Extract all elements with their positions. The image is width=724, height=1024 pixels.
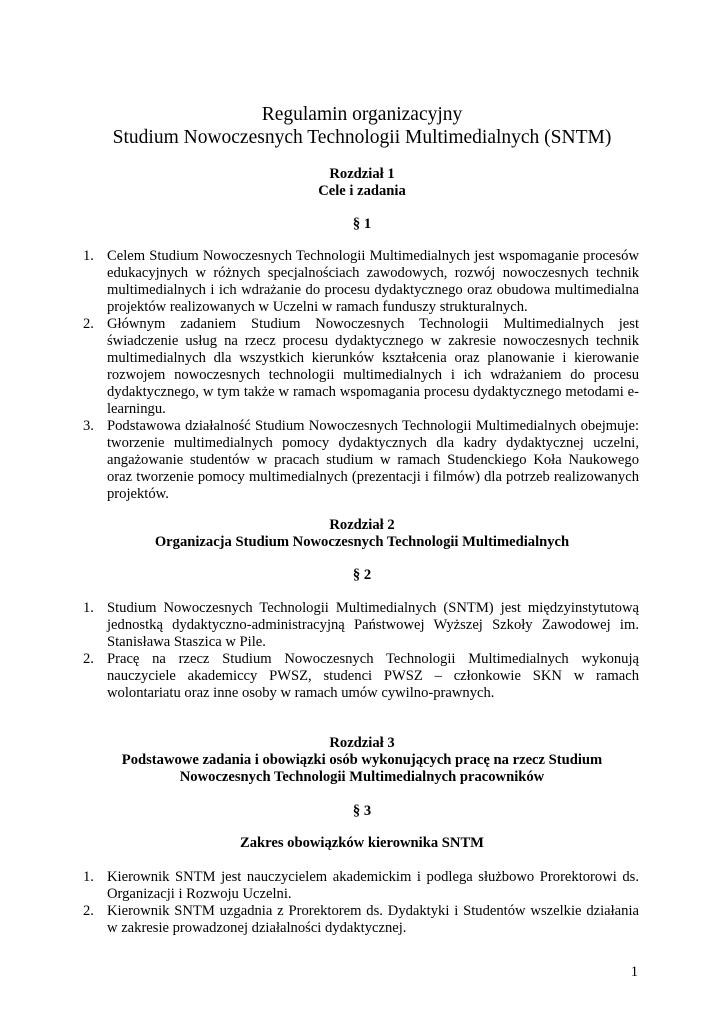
paragraph-2-label: § 2	[352, 567, 372, 583]
chapter-3-subheading-1: Podstawowe zadania i obowiązki osób wykonujących pracę na rzecz Studium	[121, 752, 603, 768]
chapter-3-heading: Rozdział 3	[329, 735, 395, 751]
document-title	[0, 103, 724, 149]
list-item-text: Podstawowa działalność Studium Nowoczesnych Technologii Multimedialnych obejmuje: tworzenie multimedialnych pomocy dydaktycznych dla kadry dydaktycznej uczelni, angażowanie studentów w pracach studium w ramach Studenckiego Koła Naukowego oraz tworzenie pomocy multimedialnych (prezentacji i filmów) dla potrzeb realizowanych projektów.	[107, 418, 639, 502]
list-item-text: Kierownik SNTM uzgadnia z Prorektorem ds. Dydaktyki i Studentów wszelkie działania w zakresie prowadzonej działalności dydaktycznej.	[107, 903, 639, 936]
list-item-number: 3.	[83, 418, 94, 434]
paragraph-2-mark	[0, 567, 724, 584]
list-item-number: 2.	[83, 903, 94, 919]
paragraph-1-label: § 1	[352, 216, 372, 232]
chapter-1-header	[0, 166, 724, 200]
list-item-number: 1.	[83, 869, 94, 885]
list-item-text: Głównym zadaniem Studium Nowoczesnych Technologii Multimedialnych jest świadczenie usług na rzecz procesu dydaktycznego w zakresie nowoczesnych technik multimedialnych dla wszystkich kierunków kształcenia oraz planowanie i kierowanie rozwojem nowoczesnych technologii multimedialnych i ich wdrażaniem do procesu dydaktycznego, w tym także w ramach wspomagania procesu dydaktycznego metodami e-learningu.	[107, 316, 639, 417]
list-item	[83, 651, 639, 702]
chapter-2-list	[83, 600, 639, 702]
list-item-text: Studium Nowoczesnych Technologii Multimedialnych (SNTM) jest międzyinstytutową jednostką dydaktyczno-administracyjną Państwowej Wyższej Szkoły Zawodowej im. Stanisława Staszica w Pile.	[107, 600, 639, 650]
list-item	[83, 903, 639, 937]
title-line-1: Regulamin organizacyjny	[261, 104, 463, 125]
paragraph-1-mark	[0, 216, 724, 233]
paragraph-3-label: § 3	[352, 803, 372, 819]
chapter-2-header	[0, 517, 724, 551]
title-line-2: Studium Nowoczesnych Technologii Multimedialnych (SNTM)	[112, 127, 612, 148]
list-item-text: Kierownik SNTM jest nauczycielem akademickim i podlega służbowo Prorektorowi ds. Organizacji i Rozwoju Uczelni.	[107, 869, 639, 902]
chapter-1-list	[83, 248, 639, 503]
list-item-number: 2.	[83, 651, 94, 667]
chapter-3-header	[0, 735, 724, 786]
chapter-3-subheading-2: Nowoczesnych Technologii Multimedialnych pracowników	[179, 769, 545, 785]
list-item	[83, 869, 639, 903]
chapter-2-heading: Rozdział 2	[329, 517, 395, 533]
list-item-number: 1.	[83, 600, 94, 616]
list-item	[83, 248, 639, 316]
section-title-text: Zakres obowiązków kierownika SNTM	[240, 835, 484, 851]
section-title	[0, 835, 724, 852]
list-item	[83, 418, 639, 503]
list-item	[83, 316, 639, 418]
page-number: 1	[630, 964, 638, 980]
list-item-number: 1.	[83, 248, 94, 264]
paragraph-3-mark	[0, 803, 724, 820]
chapter-3-list	[83, 869, 639, 937]
list-item	[83, 600, 639, 651]
chapter-1-subheading: Cele i zadania	[318, 183, 406, 199]
list-item-number: 2.	[83, 316, 94, 332]
chapter-1-heading: Rozdział 1	[329, 166, 395, 182]
chapter-2-subheading: Organizacja Studium Nowoczesnych Technologii Multimedialnych	[154, 534, 570, 550]
list-item-text: Celem Studium Nowoczesnych Technologii Multimedialnych jest wspomaganie procesów edukacyjnych w różnych specjalnościach zawodowych, rozwój nowoczesnych technik multimedialnych i ich wdrażanie do procesu dydaktycznego oraz obudowa multimedialna projektów realizowanych w Uczelni w ramach funduszy strukturalnych.	[107, 248, 639, 315]
list-item-text: Pracę na rzecz Studium Nowoczesnych Technologii Multimedialnych wykonują nauczyciele akademiccy PWSZ, studenci PWSZ – członkowie SKN w ramach wolontariatu oraz inne osoby w ramach umów cywilno-prawnych.	[107, 651, 639, 701]
